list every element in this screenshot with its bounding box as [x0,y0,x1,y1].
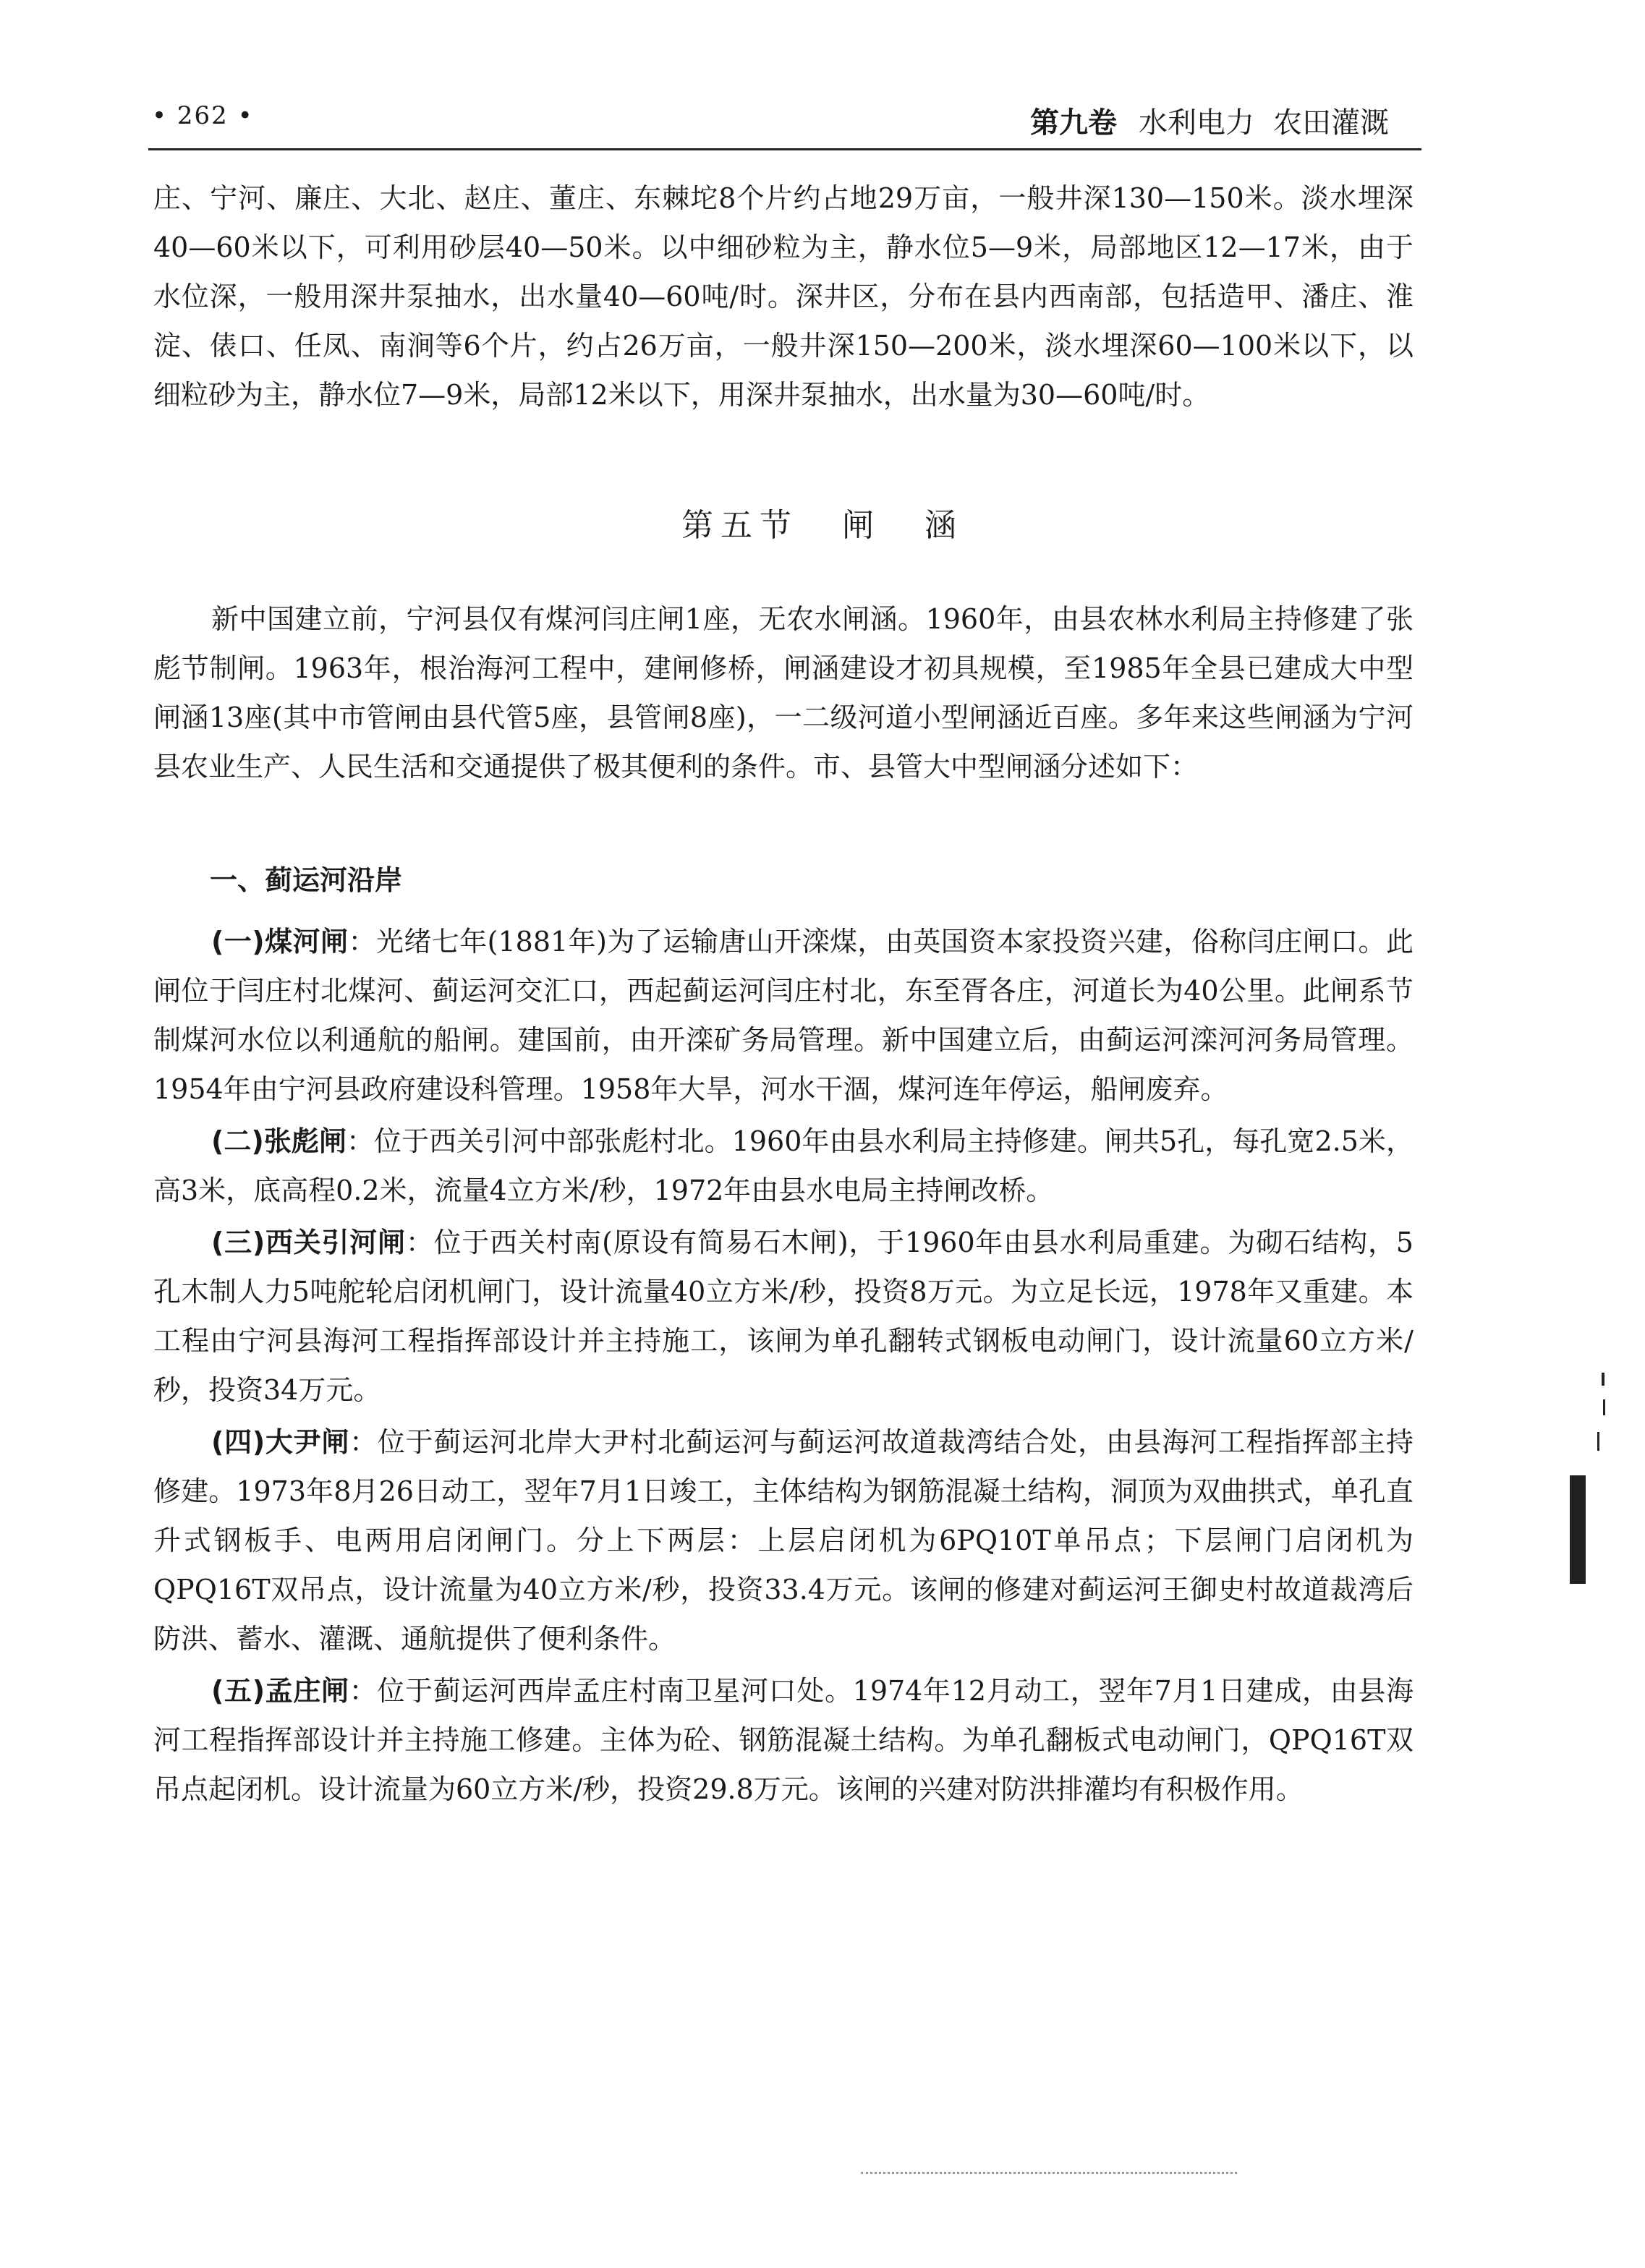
page-number: • 262 • [152,101,254,130]
item-heading: (四)大尹闸 [211,1426,350,1458]
scan-mark [1602,1373,1604,1386]
page-header [152,100,1418,145]
sluice-list [153,917,1414,1817]
item-text: ：位于蓟运河北岸大尹村北蓟运河与蓟运河故道裁湾结合处，由县海河工程指挥部主持修建。1973年8月26日动工，翌年7月1日竣工，主体结构为钢筋混凝土结构，洞顶为双曲拱式，单孔直升式钢板手、电两用启闭闸门。分上下两层：上层启闭机为6PQ10T单吊点；下层闸门启闭机为QPQ16T双吊点，设计流量为40立方米/秒，投资33.4万元。该闸的修建对蓟运河王御史村故道裁湾后防洪、蓄水、灌溉、通航提供了便利条件。 [153,1426,1414,1655]
scan-dust [861,2172,1237,2177]
item-text: ：位于西关引河中部张彪村北。1960年由县水利局主持修建。闸共5孔，每孔宽2.5米，高3米，底高程0.2米，流量4立方米/秒，1972年由县水电局主持闸改桥。 [153,1125,1414,1206]
item-text: ：位于蓟运河西岸孟庄村南卫星河口处。1974年12月动工，翌年7月1日建成，由县海河工程指挥部设计并主持施工修建。主体为砼、钢筋混凝土结构。为单孔翻板式电动闸门，QPQ16T双吊点起闭机。设计流量为60立方米/秒，投资29.8万元。该闸的兴建对防洪排灌均有积极作用。 [153,1675,1414,1805]
section-number: 第五节 [681,507,799,544]
header-rule [148,148,1421,150]
item-heading: (二)张彪闸 [211,1125,347,1157]
subject-label: 水利电力 [1139,106,1254,140]
item-heading: (五)孟庄闸 [211,1675,349,1707]
scan-mark [1570,1475,1586,1584]
item-text: ：位于西关村南(原设有简易石木闸)，于1960年由县水利局重建。为砌石结构，5孔木制人力5吨舵轮启闭机闸门，设计流量40立方米/秒，投资8万元。为立足长远，1978年又重建。本工程由宁河县海河工程指挥部设计并主持施工，该闸为单孔翻转式钢板电动闸门，设计流量60立方米/秒，投资34万元。 [153,1227,1414,1406]
running-title [1030,100,1389,141]
item-heading: (三)西关引河闸 [211,1227,406,1258]
section-title-part2: 涵 [924,507,964,544]
section-intro [153,594,1414,791]
list-item [153,917,1414,1114]
list-item [153,1218,1414,1415]
subheading: 一、蓟运河沿岸 [210,864,403,896]
scan-mark [1603,1399,1605,1415]
volume-label: 第九卷 [1030,106,1117,140]
paragraph: 庄、宁河、廉庄、大北、赵庄、董庄、东棘坨8个片约占地29万亩，一般井深130—150米。淡水埋深40—60米以下，可利用砂层40—50米。以中细砂粒为主，静水位5—9米，局部地区12—17米，由于水位深，一般用深井泵抽水，出水量40—60吨/时。深井区，分布在县内西南部，包括造甲、潘庄、淮淀、俵口、任凤、南涧等6个片，约占26万亩，一般井深150—200米，淡水埋深60—100米以下，以细粒砂为主，静水位7—9米，局部12米以下，用深井泵抽水，出水量为30—60吨/时。 [153,182,1414,411]
list-item [153,1117,1414,1215]
item-heading: (一)煤河闸 [211,926,349,958]
list-item [153,1418,1414,1663]
item-text: ：光绪七年(1881年)为了运输唐山开滦煤，由英国资本家投资兴建，俗称闫庄闸口。此闸位于闫庄村北煤河、蓟运河交汇口，西起蓟运河闫庄村北，东至胥各庄，河道长为40公里。此闸系节制煤河水位以利通航的船闸。建国前，由开滦矿务局管理。新中国建立后，由蓟运河滦河河务局管理。1954年由宁河县政府建设科管理。1958年大旱，河水干涸，煤河连年停运，船闸废弃。 [153,926,1414,1105]
topic-label: 农田灌溉 [1273,106,1389,140]
section-title [0,499,1645,545]
scan-mark [1597,1432,1599,1451]
list-item [153,1666,1414,1814]
paragraph: 新中国建立前，宁河县仅有煤河闫庄闸1座，无农水闸涵。1960年，由县农林水利局主持修建了张彪节制闸。1963年，根治海河工程中，建闸修桥，闸涵建设才初具规模，至1985年全县已建成大中型闸涵13座(其中市管闸由县代管5座，县管闸8座)，一二级河道小型闸涵近百座。多年来这些闸涵为宁河县农业生产、人民生活和交通提供了极其便利的条件。市、县管大中型闸涵分述如下： [153,603,1414,783]
section-title-part1: 闸 [842,507,881,544]
intro-paragraph [153,174,1414,419]
